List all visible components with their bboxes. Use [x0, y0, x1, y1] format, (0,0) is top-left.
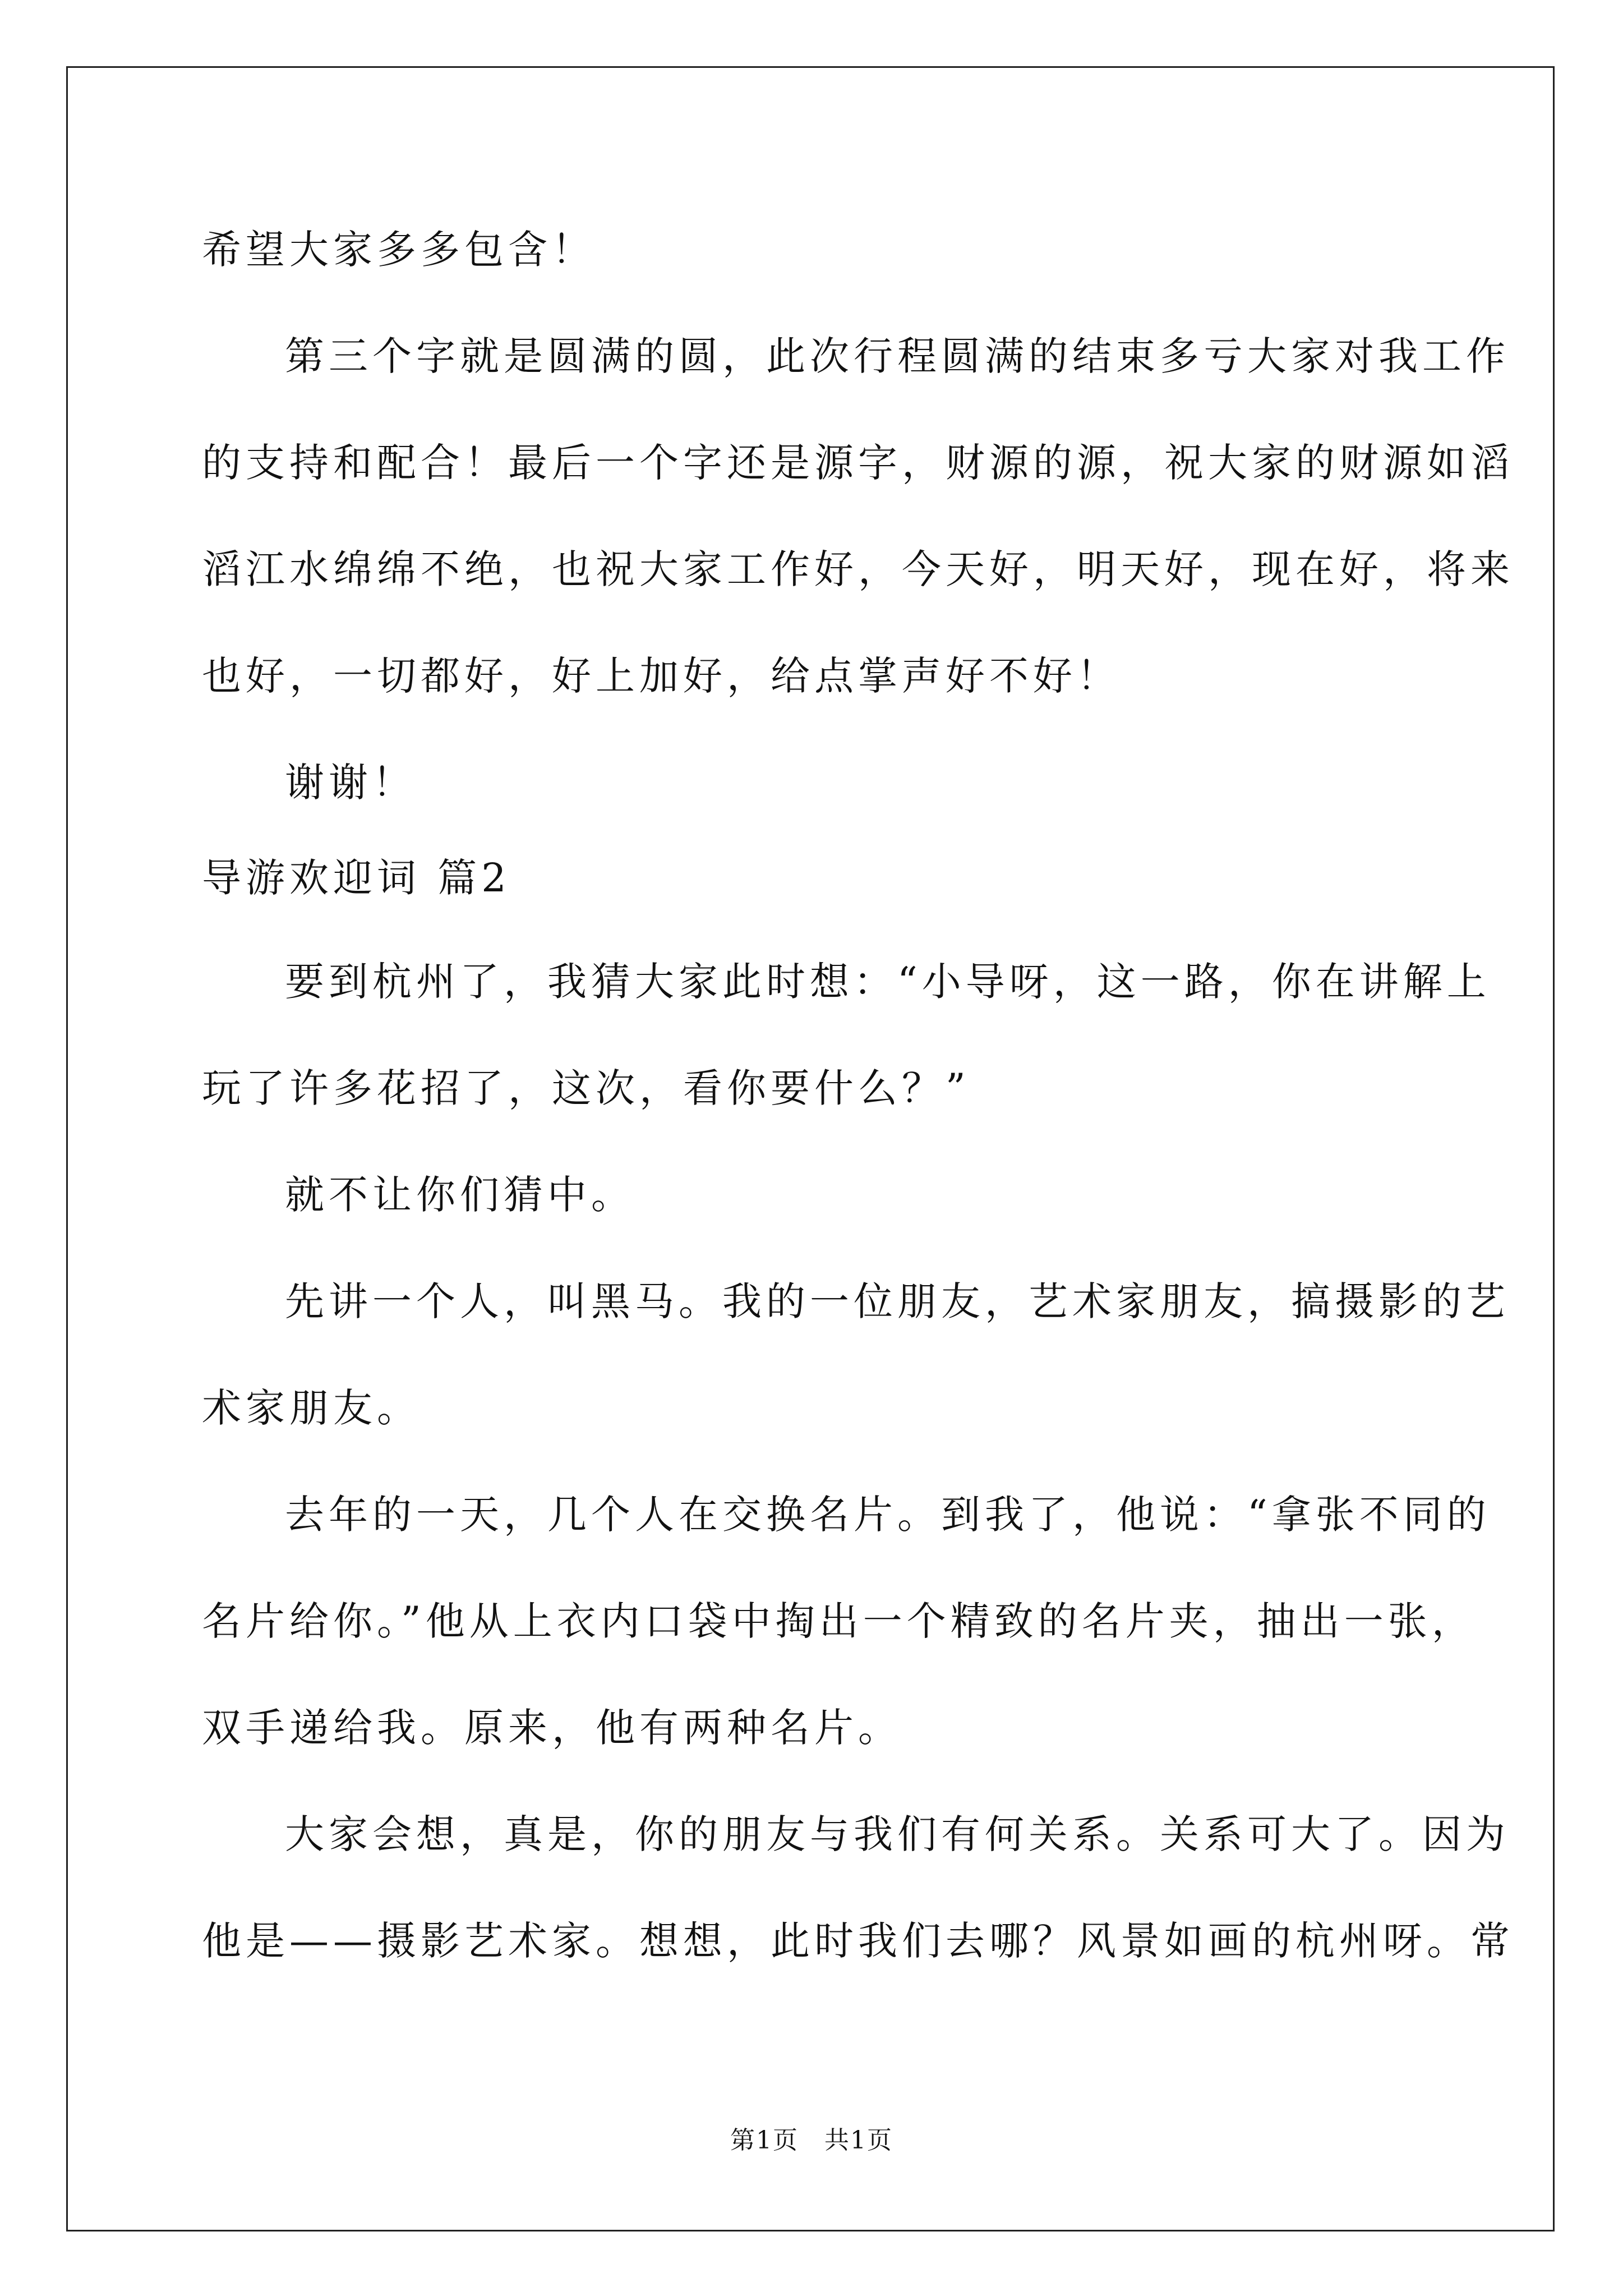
paragraph-line: 的支持和配合！最后一个字还是源字，财源的源，祝大家的财源如滔 — [202, 440, 1514, 486]
section-heading: 导游欢迎词 篇2 — [202, 855, 511, 901]
paragraph-line: 术家朋友。 — [202, 1385, 421, 1431]
paragraph-line: 玩了许多花招了，这次，看你要什么？” — [202, 1065, 970, 1111]
paragraph-line: 希望大家多多包含！ — [202, 227, 596, 273]
paragraph-line: 双手递给我。原来，他有两种名片。 — [202, 1705, 902, 1751]
paragraph-line: 就不让你们猜中。 — [285, 1172, 635, 1218]
page-border — [66, 66, 1555, 2231]
paragraph-line: 他是——摄影艺术家。想想，此时我们去哪？风景如画的杭州呀。常 — [202, 1918, 1514, 1964]
paragraph-line: 也好，一切都好，好上加好，给点掌声好不好！ — [202, 653, 1121, 699]
paragraph-line: 谢谢！ — [285, 760, 416, 806]
paragraph-line: 滔江水绵绵不绝，也祝大家工作好，今天好，明天好，现在好，将来 — [202, 546, 1514, 592]
page-footer: 第1页 共1页 — [730, 2126, 893, 2155]
paragraph-line: 大家会想，真是，你的朋友与我们有何关系。关系可大了。因为 — [285, 1811, 1510, 1857]
paragraph-line: 去年的一天，几个人在交换名片。到我了，他说：“拿张不同的 — [285, 1492, 1491, 1538]
paragraph-line: 名片给你。”他从上衣内口袋中掏出一个精致的名片夹，抽出一张， — [202, 1598, 1476, 1644]
paragraph-line: 先讲一个人，叫黑马。我的一位朋友，艺术家朋友，搞摄影的艺 — [285, 1278, 1510, 1324]
paragraph-line: 要到杭州了，我猜大家此时想：“小导呀，这一路，你在讲解上 — [285, 959, 1491, 1005]
paragraph-line: 第三个字就是圆满的圆，此次行程圆满的结束多亏大家对我工作 — [285, 333, 1510, 379]
